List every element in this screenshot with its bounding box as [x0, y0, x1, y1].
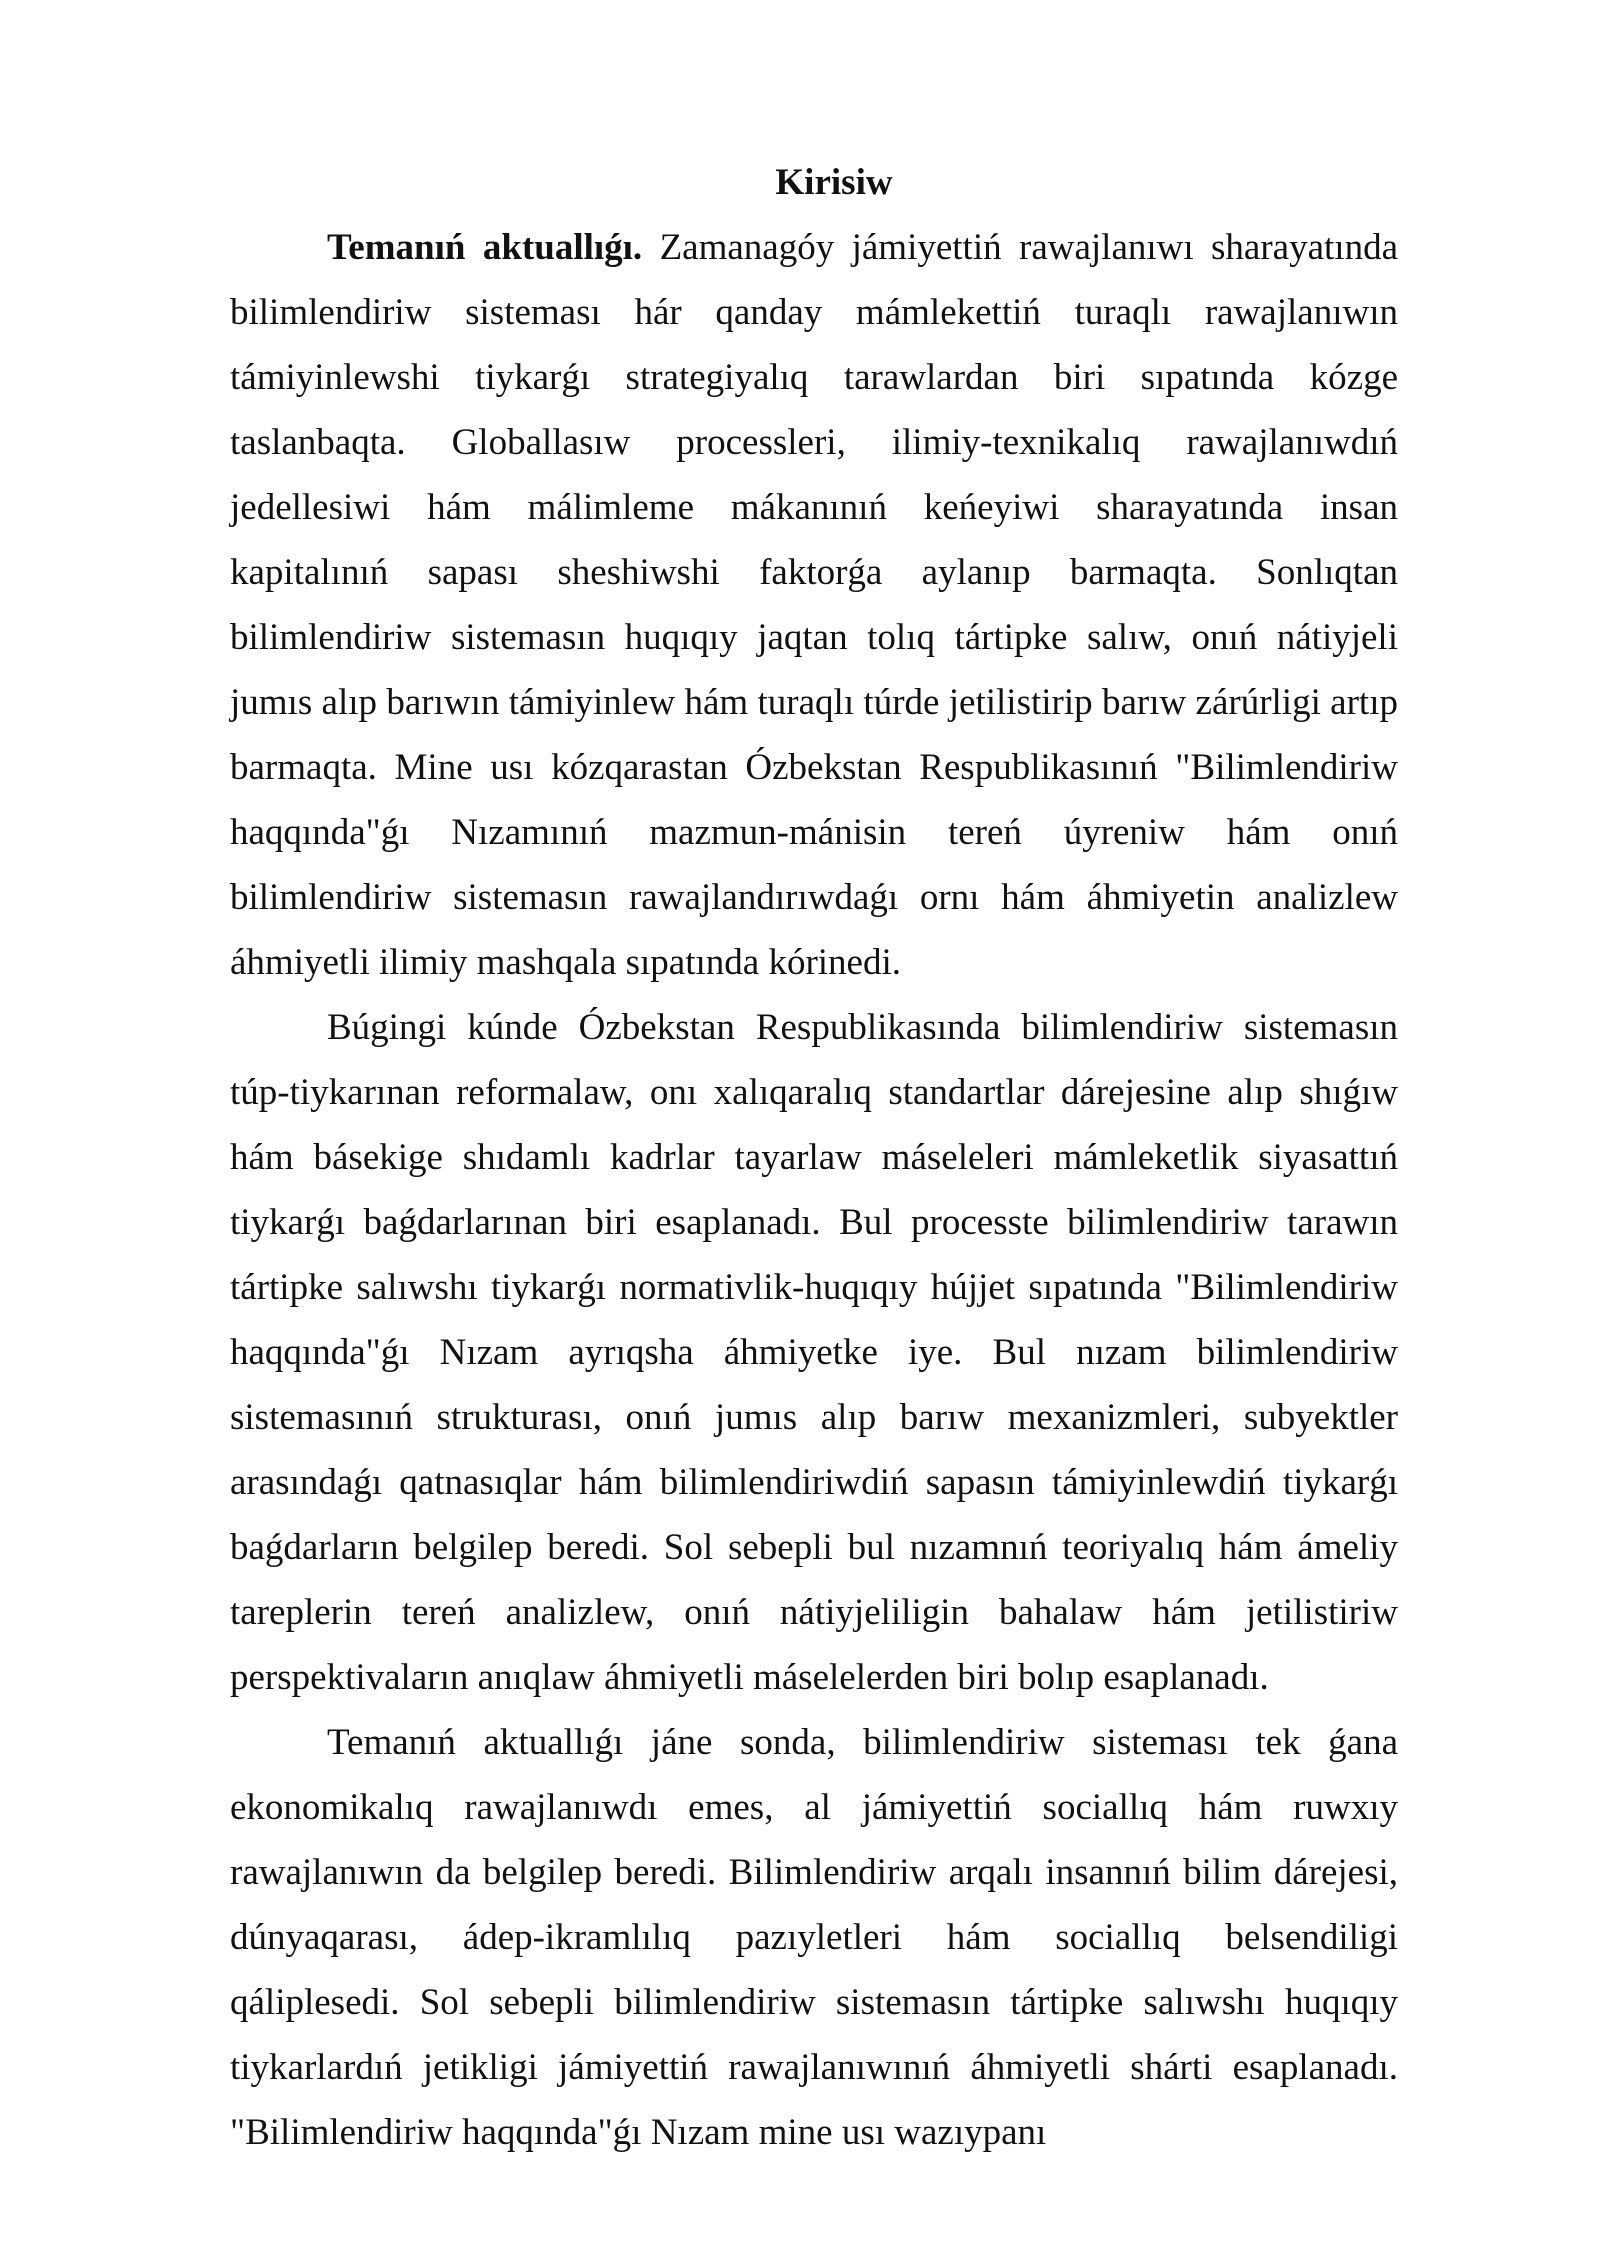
paragraph-2 [230, 995, 1398, 1710]
paragraph-1 [230, 215, 1398, 995]
section-heading: Kirisiw [775, 162, 893, 203]
paragraph-3 [230, 1710, 1398, 2165]
paragraph-lead: Temanıń aktuallıǵı. [327, 227, 643, 268]
document-page [230, 150, 1398, 2165]
paragraph-text: Temanıń aktuallıǵı jáne sonda, bilimlendiriw sisteması tek ǵana ekonomikalıq rawajlanıwdı emes, al jámiyettiń sociallıq hám ruwxıy rawajlanıwın da belgilep beredi. Bilimlendiriw arqalı insannıń bilim dárejesi, dúnyaqarası, ádep-ikramlılıq pazıyletleri hám sociallıq belsendiligi qáliplesedi. Sol sebepli bilimlendiriw sistemasın tártipke salıwshı huqıqıy tiykarlardıń jetikligi jámiyettiń rawajlanıwınıń áhmiyetli shárti esaplanadı. "Bilimlendiriw haqqında"ǵı Nızam mine usı wazıypanı [230, 1722, 1398, 2153]
paragraph-text: Zamanagóy jámiyettiń rawajlanıwı sharayatında bilimlendiriw sisteması hár qanday mámlekettiń turaqlı rawajlanıwın támiyinlewshi tiykarǵı strategiyalıq tarawlardan biri sıpatında kózge taslanbaqta. Globallasıw processleri, ilimiy-texnikalıq rawajlanıwdıń jedellesiwi hám málimleme mákanınıń keńeyiwi sharayatında insan kapitalınıń sapası sheshiwshi faktorǵa aylanıp barmaqta. Sonlıqtan bilimlendiriw sistemasın huqıqıy jaqtan tolıq tártipke salıw, onıń nátiyjeli jumıs alıp barıwın támiyinlew hám turaqlı túrde jetilistirip barıw zárúrligi artıp barmaqta. Mine usı kózqarastan Ózbekstan Respublikasınıń "Bilimlendiriw haqqında"ǵı Nızamınıń mazmun-mánisin tereń úyreniw hám onıń bilimlendiriw sistemasın rawajlandırıwdaǵı ornı hám áhmiyetin analizlew áhmiyetli ilimiy mashqala sıpatında kórinedi. [230, 227, 1398, 983]
paragraph-text: Búgingi kúnde Ózbekstan Respublikasında bilimlendiriw sistemasın túp-tiykarınan reformalaw, onı xalıqaralıq standartlar dárejesine alıp shıǵıw hám básekige shıdamlı kadrlar tayarlaw máseleleri mámleketlik siyasattıń tiykarǵı baǵdarlarınan biri esaplanadı. Bul processte bilimlendiriw tarawın tártipke salıwshı tiykarǵı normativlik-huqıqıy hújjet sıpatında "Bilimlendiriw haqqında"ǵı Nızam ayrıqsha áhmiyetke iye. Bul nızam bilimlendiriw sistemasınıń strukturası, onıń jumıs alıp barıw mexanizmleri, subyektler arasındaǵı qatnasıqlar hám bilimlendiriwdiń sapasın támiyinlewdiń tiykarǵı baǵdarların belgilep beredi. Sol sebepli bul nızamnıń teoriyalıq hám ámeliy tareplerin tereń analizlew, onıń nátiyjeliligin bahalaw hám jetilistiriw perspektivaların anıqlaw áhmiyetli máselelerden biri bolıp esaplanadı. [230, 1007, 1398, 1698]
